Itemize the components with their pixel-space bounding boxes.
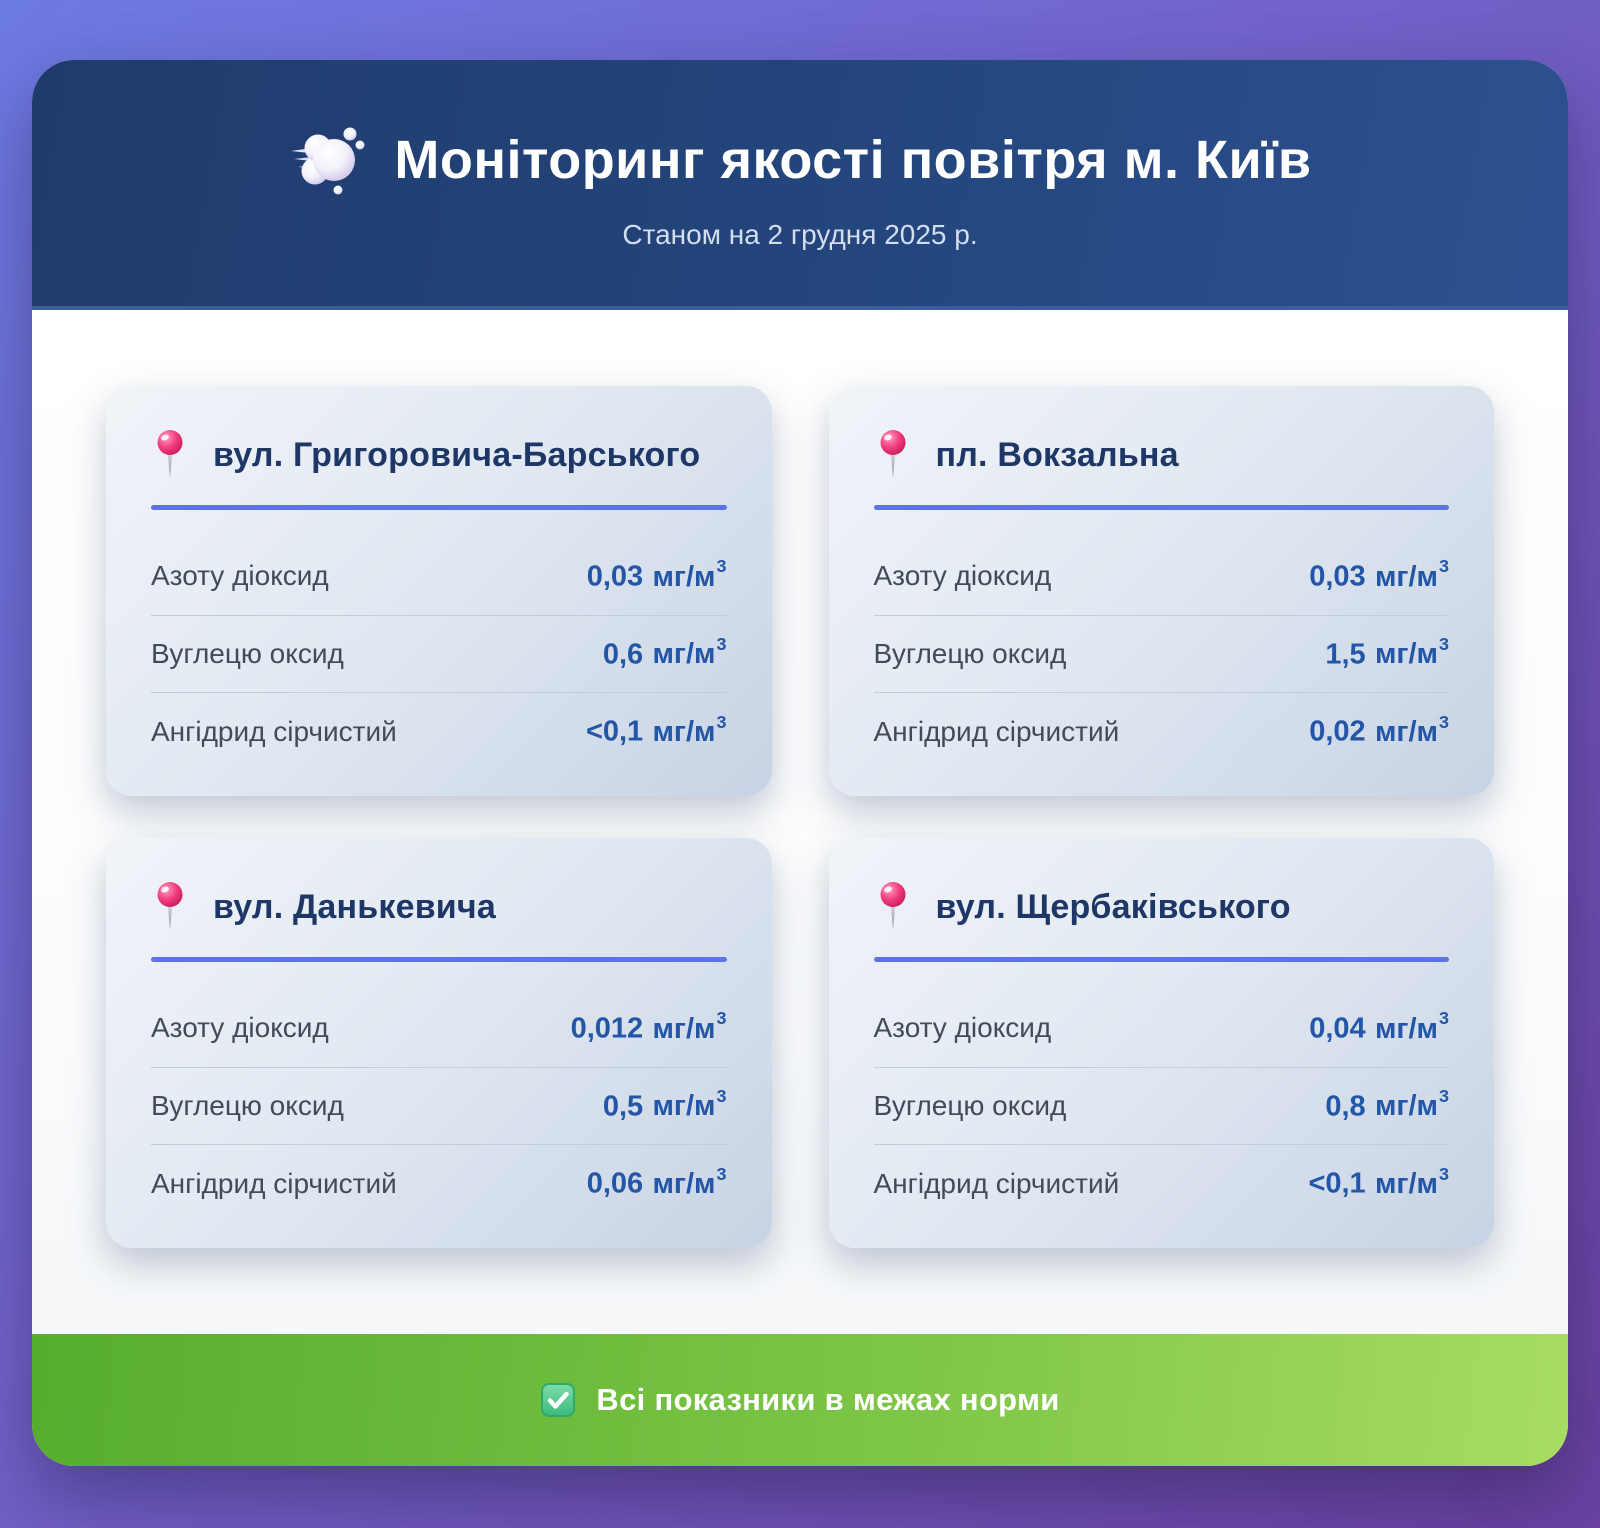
measurement-value: 0,6 $мг/м^3$ [602,633,727,671]
measurements-list [874,538,1450,770]
measurement-row [874,1067,1450,1145]
measurement-unit: мг/м [1374,1167,1438,1200]
measurement-row [874,615,1450,693]
measurement-row [151,538,727,615]
accent-divider [874,957,1450,962]
measurement-row [874,1144,1450,1222]
measurement-row [151,990,727,1067]
measurement-value: 0,06 $мг/м^3$ [586,1163,727,1200]
measurement-unit-exponent: 3 [716,556,727,577]
measurement-row [874,692,1450,770]
status-text: Всі показники в межах норми [596,1382,1060,1417]
measurement-unit: мг/м [652,1090,716,1123]
measurements-list [874,990,1450,1222]
check-mark-icon [540,1382,576,1418]
measurement-unit: мг/м [652,1167,716,1200]
measurement-label: Азоту діоксид [151,560,329,592]
measurement-value: 0,03 $мг/м^3$ [586,556,727,593]
measurement-unit: мг/м [1374,1012,1438,1045]
measurements-list [151,990,727,1222]
station-card-header [151,881,727,933]
pushpin-icon [151,881,189,933]
measurement-unit-exponent: 3 [1439,556,1449,577]
station-card-dankevycha [106,838,772,1248]
station-card-header [874,429,1450,481]
measurement-unit-exponent: 3 [1439,633,1449,654]
measurement-value: <0,1 $мг/м^3$ [585,711,727,748]
station-title: пл. Вокзальна [935,435,1179,474]
measurement-unit-exponent: 3 [1439,1085,1449,1106]
measurement-unit-exponent: 3 [1439,711,1449,732]
measurement-label: Вуглецю оксид [151,637,344,669]
measurement-unit-exponent: 3 [1439,1163,1449,1184]
measurement-unit: мг/м [652,1012,716,1045]
measurement-value: 0,03 $мг/м^3$ [1309,556,1449,593]
station-card-header [874,881,1450,933]
station-card-hryhorovycha-barskoho [106,386,772,796]
measurement-row [874,538,1450,615]
measurement-row [151,1067,727,1145]
accent-divider [874,505,1450,510]
report-panel [32,60,1568,1466]
page-title: Моніторинг якості повітря м. Київ [394,130,1312,190]
measurement-unit: мг/м [1374,715,1438,748]
measurement-label: Ангідрид сірчистий [873,1167,1120,1199]
measurement-value: 0,5 $мг/м^3$ [602,1085,727,1123]
pushpin-icon [151,429,189,481]
measurement-row [151,615,727,693]
accent-divider [151,957,727,962]
measurement-unit-exponent: 3 [1439,1008,1449,1029]
measurement-unit-exponent: 3 [716,1008,727,1029]
measurement-label: Азоту діоксид [873,1012,1052,1044]
measurement-value: 1,5 $мг/м^3$ [1325,633,1449,671]
measurement-label: Ангідрид сірчистий [873,715,1120,747]
measurement-unit: мг/м [1374,638,1438,671]
measurement-label: Ангідрид сірчистий [151,1167,397,1199]
station-title: вул. Щербаківського [935,887,1291,926]
measurement-unit-exponent: 3 [716,633,727,654]
measurement-unit: мг/м [1374,560,1438,593]
measurement-row [874,990,1450,1067]
station-card-shcherbakivskoho [829,838,1495,1248]
measurement-label: Вуглецю оксид [873,637,1067,669]
measurement-unit-exponent: 3 [716,1085,727,1106]
header-title-row [288,121,1311,199]
station-title: вул. Григоровича-Барського [213,435,701,474]
accent-divider [151,505,727,510]
station-title: вул. Данькевича [213,887,496,926]
measurement-row [151,692,727,770]
measurement-unit-exponent: 3 [716,711,727,732]
station-card-vokzalna [829,386,1495,796]
measurement-value: 0,02 $мг/м^3$ [1309,711,1449,748]
measurement-unit: мг/м [652,638,716,671]
page-subtitle: Станом на 2 грудня 2025 р. [622,219,978,250]
measurement-label: Азоту діоксид [873,560,1052,592]
measurement-label: Ангідрид сірчистий [151,715,397,747]
pushpin-icon [874,429,912,481]
measurement-value: 0,012 $мг/м^3$ [570,1008,727,1045]
status-footer [32,1334,1568,1466]
measurement-unit-exponent: 3 [716,1163,727,1184]
pushpin-icon [874,881,912,933]
cards-grid [32,310,1568,1334]
measurements-list [151,538,727,770]
measurement-label: Азоту діоксид [151,1012,329,1044]
wind-icon [288,121,366,199]
measurement-value: 0,8 $мг/м^3$ [1325,1085,1449,1123]
measurement-unit: мг/м [1374,1090,1438,1123]
measurement-value: <0,1 $мг/м^3$ [1308,1163,1449,1200]
measurement-label: Вуглецю оксид [151,1089,344,1121]
measurement-row [151,1144,727,1222]
station-card-header [151,429,727,481]
measurement-label: Вуглецю оксид [873,1089,1067,1121]
measurement-unit: мг/м [652,560,716,593]
measurement-value: 0,04 $мг/м^3$ [1309,1008,1449,1045]
header [32,60,1568,310]
measurement-unit: мг/м [652,715,716,748]
